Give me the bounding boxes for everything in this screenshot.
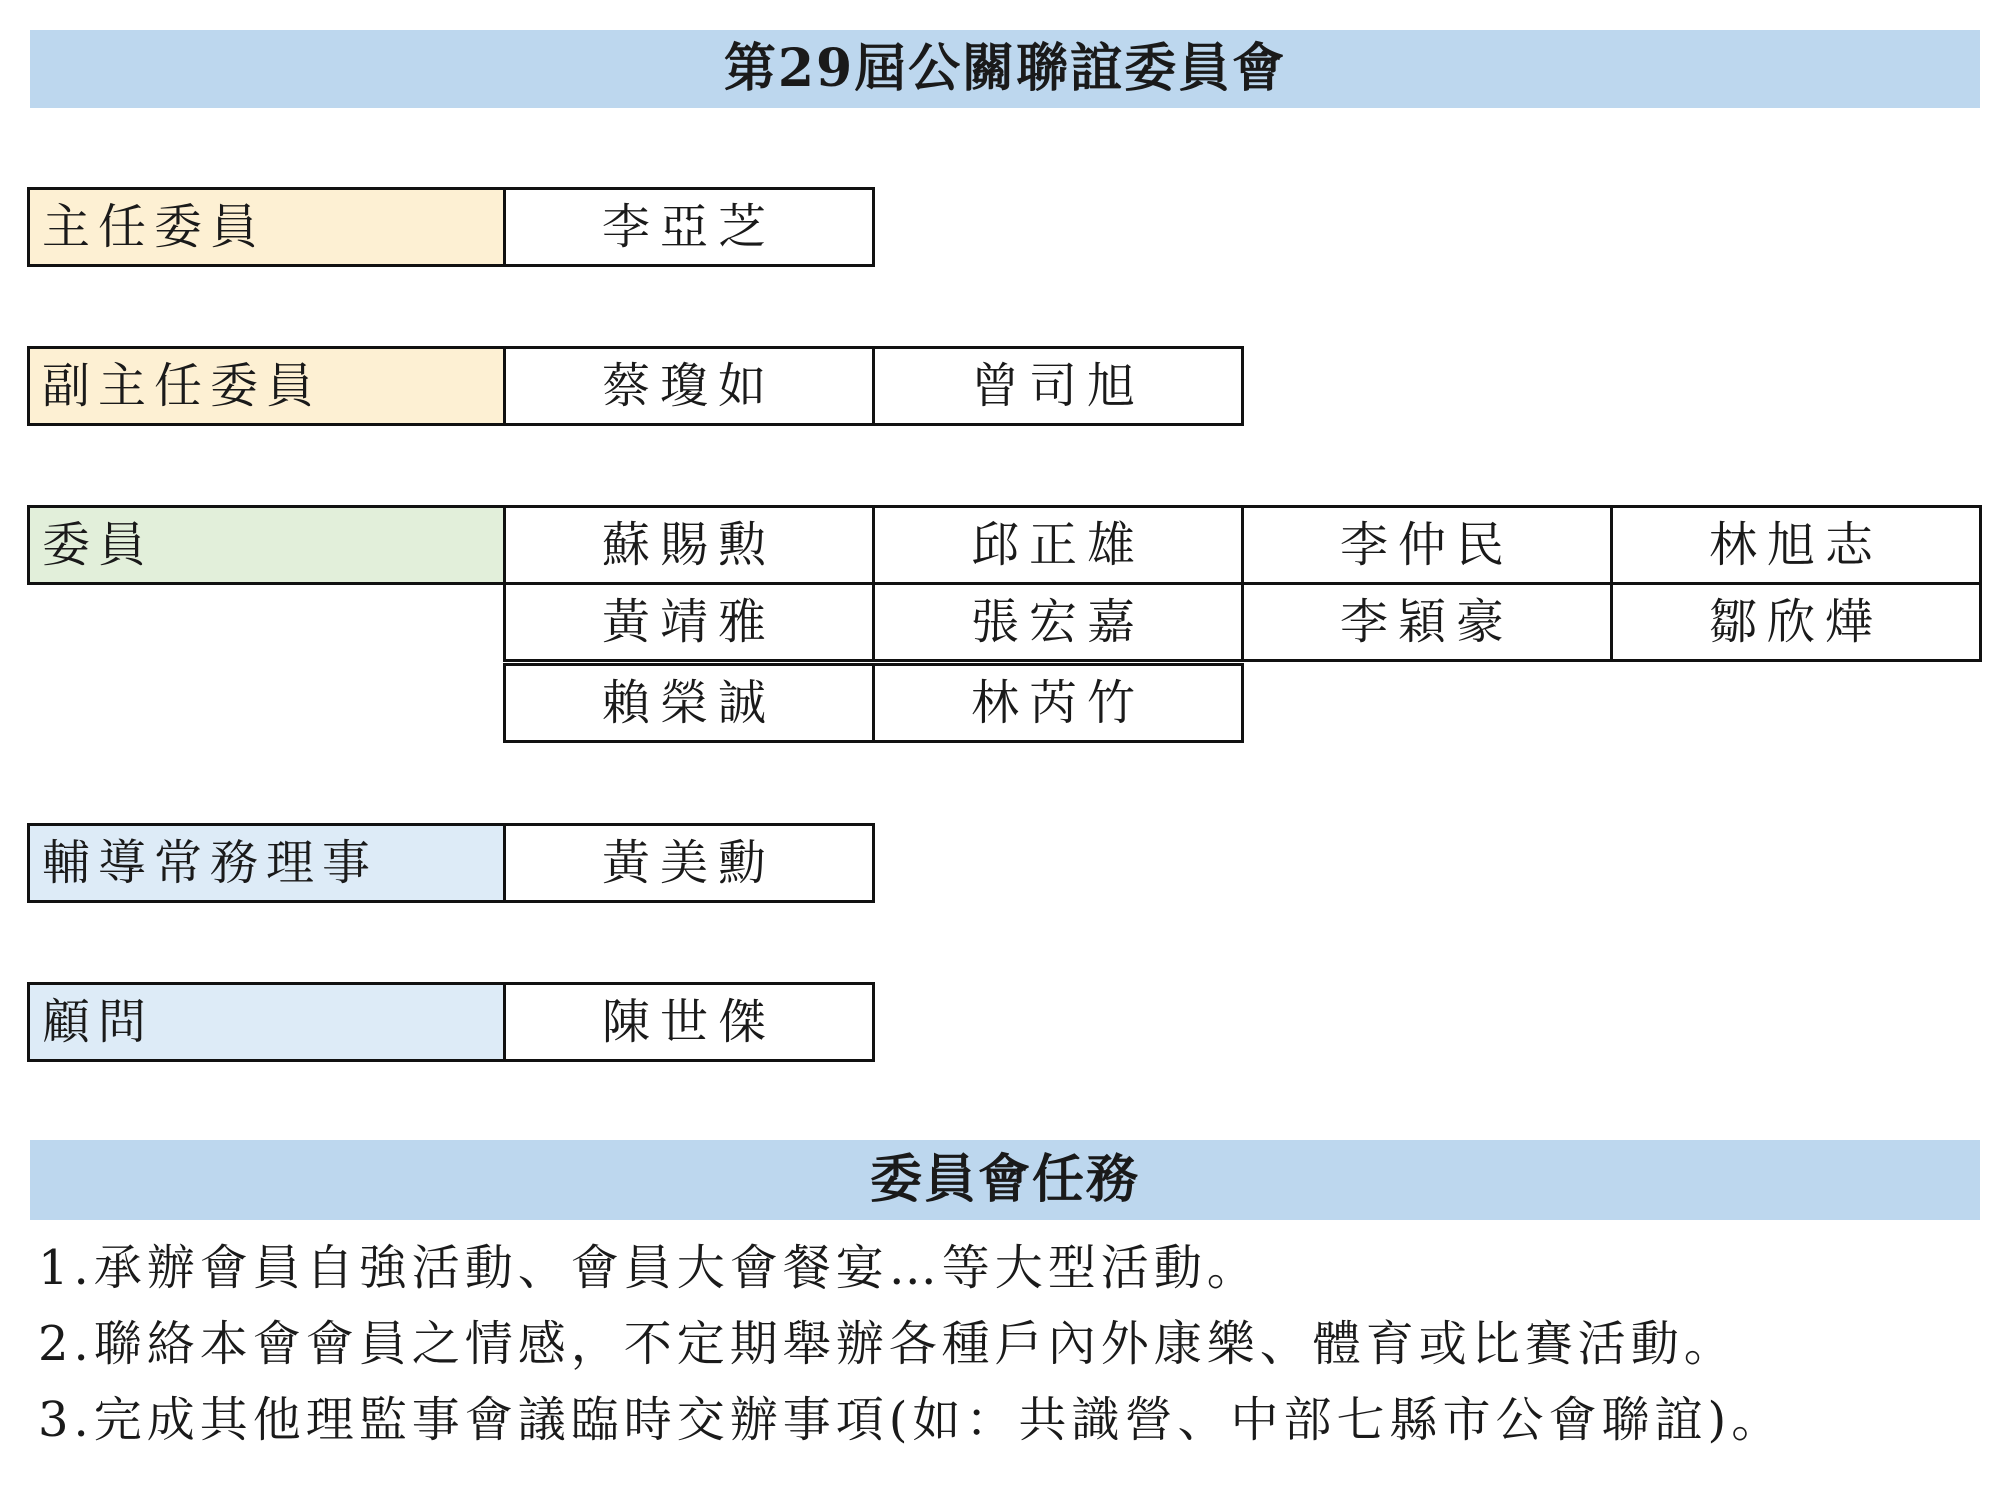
task-item: 2.聯絡本會會員之情感，不定期舉辦各種戶內外康樂、體育或比賽活動。 [38, 1316, 1737, 1372]
name-cell: 林芮竹 [872, 663, 1244, 743]
name-cell: 林旭志 [1610, 505, 1982, 585]
name-cell: 李仲民 [1241, 505, 1613, 585]
role-label-vice-chair: 副主任委員 [27, 346, 506, 426]
tasks-heading: 委員會任務 [30, 1140, 1980, 1220]
name-cell: 邱正雄 [872, 505, 1244, 585]
role-label-advisor-director: 輔導常務理事 [27, 823, 506, 903]
name-cell: 賴榮誠 [503, 663, 875, 743]
tasks-list [38, 1230, 1988, 1458]
name-cell: 蘇賜勲 [503, 505, 875, 585]
name-cell: 張宏嘉 [872, 582, 1244, 662]
name-cell: 李亞芝 [503, 187, 875, 267]
role-label-chair: 主任委員 [27, 187, 506, 267]
name-cell: 陳世傑 [503, 982, 875, 1062]
role-label-members: 委員 [27, 505, 506, 585]
name-cell: 李穎豪 [1241, 582, 1613, 662]
name-cell: 曾司旭 [872, 346, 1244, 426]
name-cell: 蔡瓊如 [503, 346, 875, 426]
name-cell: 鄒欣燁 [1610, 582, 1982, 662]
task-item: 1.承辦會員自強活動、會員大會餐宴…等大型活動。 [38, 1240, 1260, 1296]
name-cell: 黃美勳 [503, 823, 875, 903]
role-label-consultant: 顧問 [27, 982, 506, 1062]
name-cell: 黃靖雅 [503, 582, 875, 662]
page-title: 第29屆公關聯誼委員會 [30, 30, 1980, 108]
task-item: 3.完成其他理監事會議臨時交辦事項(如：共識營、中部七縣市公會聯誼)。 [38, 1392, 1785, 1448]
